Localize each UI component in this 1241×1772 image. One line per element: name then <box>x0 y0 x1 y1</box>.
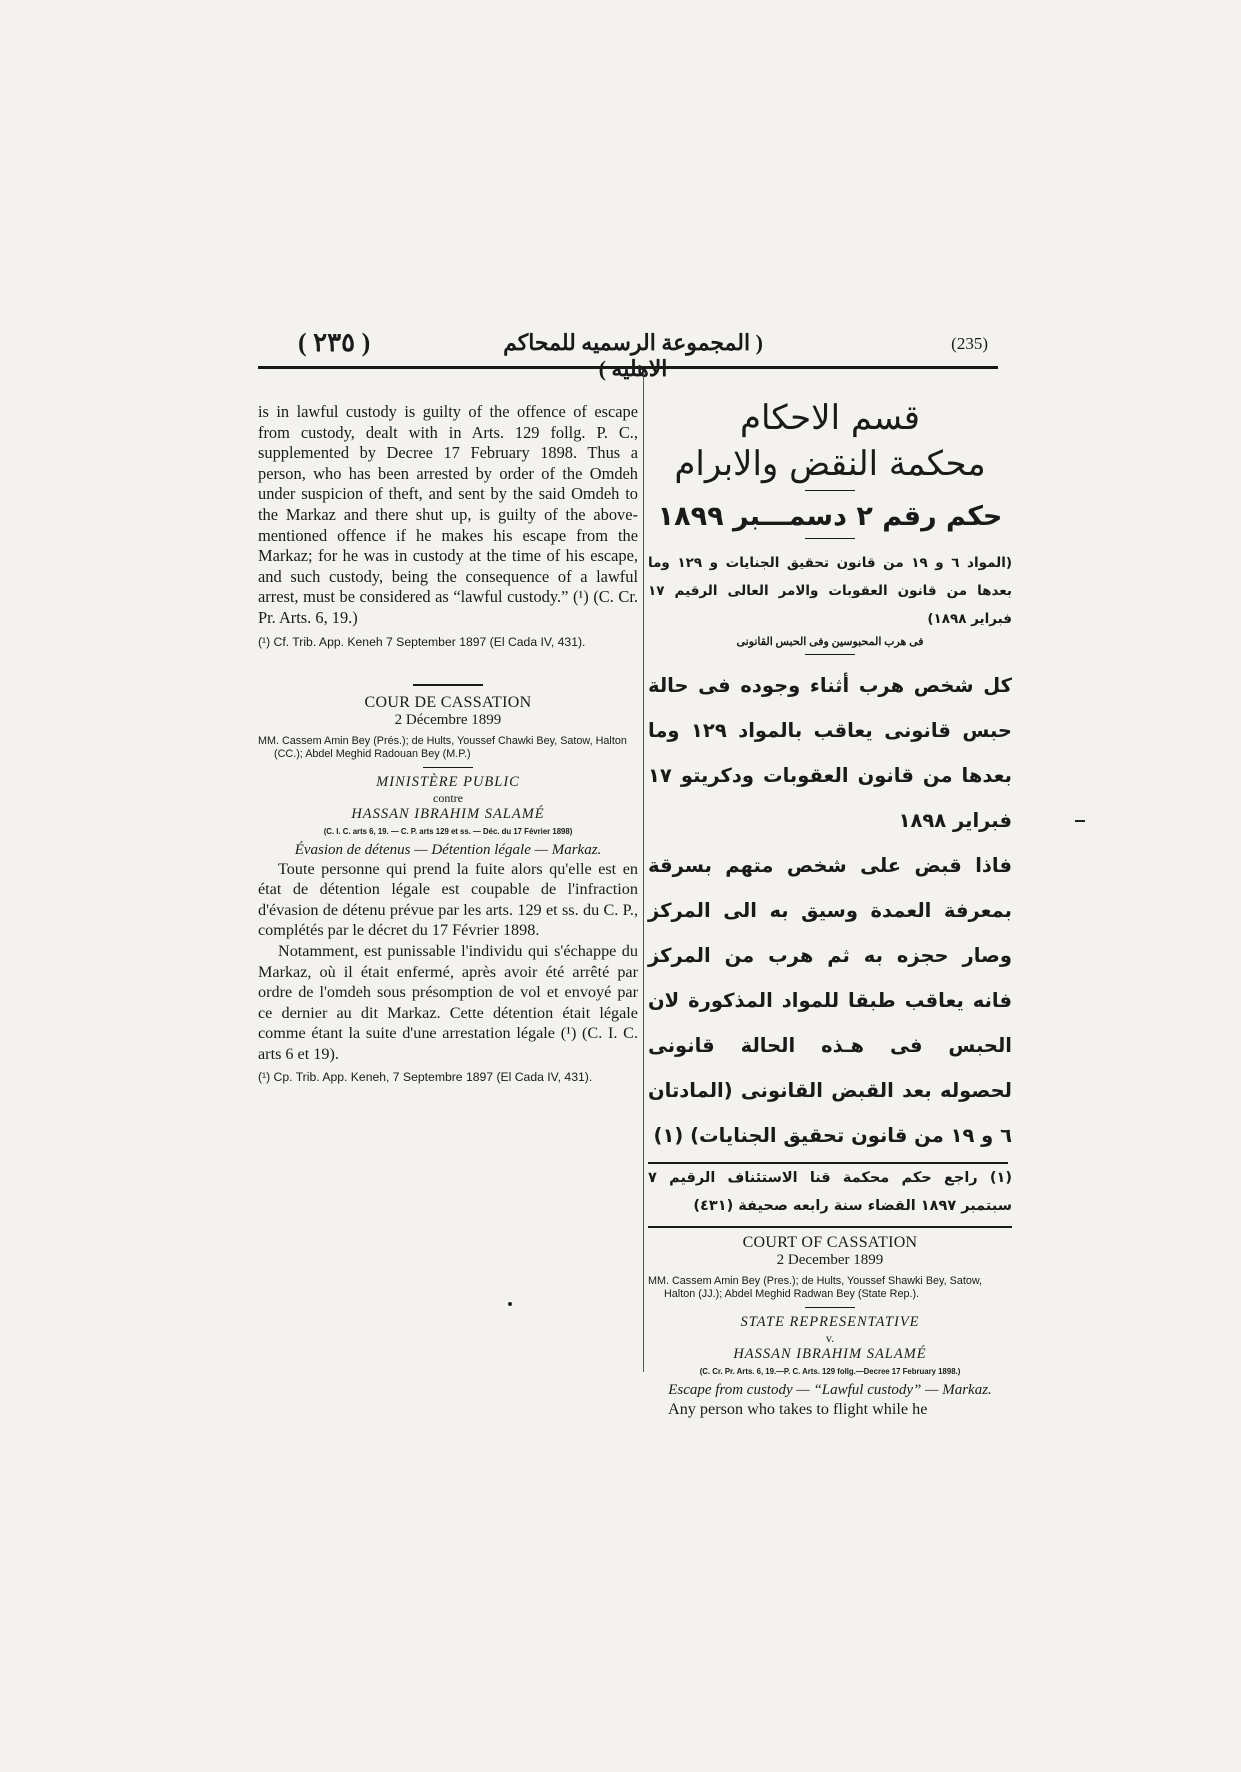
french-paragraph-1: Toute personne qui prend la fuite alors qu'elle est en état de détention légale est coupable de l'infraction d'évasion de détenu prévue par les arts. 129 et ss. du C. P., complétés par le décret du 17 Février 1898. <box>258 859 638 940</box>
page-number: (235) <box>951 334 988 353</box>
margin-mark <box>1075 820 1085 822</box>
english-versus: v. <box>825 1331 835 1345</box>
arabic-paragraph-2: فاذا قبض على شخص متهم بسرقة بمعرفة العمدة وسيق به الى المركز وصار حجزه به ثم هرب من المركز فانه يعاقب طبقا للمواد المذكورة لان الحبس فى هـذه الحالة قانونى لحصوله بعد القبض القانونى (المادتان ٦ و ١٩ من قانون تحقيق الجنايات) (١) <box>648 854 1012 1147</box>
arabic-title-rule <box>805 490 855 491</box>
arabic-subject: فى هرب المحبوسين وفى الحبس القانونى <box>736 636 924 648</box>
arabic-footnote: (١) راجع حكم محكمة قنا الاستئناف الرقيم ٧ سبتمبر ١٨٩٧ القضاء سنة رابعه صحيفة (٤٣١) <box>648 1170 1012 1214</box>
english-judges-rule <box>805 1307 855 1308</box>
page-number-arabic: ( ٢٣٥ ) <box>298 328 371 357</box>
english-text-continued: is in lawful custody is guilty of the offence of escape from custody, dealt with in Arts. 129 follg. P. C., supplemented by Decree 17 February 1898. Thus a person, who has been arrested by order of the Omdeh under suspicion of theft, and sent by the said Omdeh to the Markaz and there shut up, is guilty of the above-mentioned offence if he makes his escape from the Markaz; for he was in custody at the time of his escape, and such custody, being the consequence of a lawful arrest, must be considered as “lawful custody.” (¹) (C. Cr. Pr. Arts. 6, 19.) <box>258 402 638 627</box>
french-headnote: Évasion de détenus — Détention légale — Markaz. <box>294 841 602 858</box>
header-rule <box>258 366 998 369</box>
french-court-date: 2 Décembre 1899 <box>394 711 502 728</box>
ink-dot <box>508 1302 512 1306</box>
judges-rule <box>423 767 473 768</box>
french-judges: MM. Cassem Amin Bey (Prés.); de Hults, Youssef Chawki Bey, Satow, Halton (CC.); Abdel Meghid Radouan Bey (M.P.) <box>258 734 627 760</box>
column-divider <box>643 372 644 1372</box>
journal-title-arabic: ( المجموعة الرسميه للمحاكم <box>503 330 763 355</box>
french-footnote: (¹) Cp. Trib. App. Keneh, 7 Septembre 1897 (El Cada IV, 431). <box>258 1070 593 1085</box>
english-judges: MM. Cassem Amin Bey (Pres.); de Hults, Youssef Shawki Bey, Satow, Halton (JJ.); Abdel Meghid Radwan Bey (State Rep.). <box>648 1275 983 1300</box>
french-contre: contre <box>433 790 463 805</box>
arabic-paragraph-1: كل شخص هرب أثناء وجوده فى حالة حبس قانونى يعاقب بالمواد ١٢٩ وما بعدها من قانون العقوبات ودكريتو ١٧ فبراير ١٨٩٨ <box>648 674 1012 832</box>
french-party-2: HASSAN IBRAHIM SALAMÉ <box>351 805 545 822</box>
english-court-date: 2 December 1899 <box>776 1252 884 1268</box>
arabic-section-end-rule <box>648 1226 1012 1228</box>
right-column <box>648 398 1012 1420</box>
french-paragraph-2: Notamment, est punissable l'individu qui s'échappe du Markaz, où il était enfermé, après avoir été arrêté par ordre de l'omdeh sous présomption de vol et envoyé par ce dernier au dit Markaz. Cette détention était légale comme étant la suite d'une arrestation légale (¹) (C. I. C. arts 6 et 19). <box>258 941 638 1063</box>
english-party-2: HASSAN IBRAHIM SALAMÉ <box>733 1346 927 1362</box>
english-body-start: Any person who takes to flight while he <box>668 1400 928 1418</box>
french-party-1: MINISTÈRE PUBLIC <box>376 773 520 790</box>
arabic-articles: (المواد ٦ و ١٩ من قانون تحقيق الجنايات و ١٢٩ وما بعدها من قانون العقوبات والامر العالى الرقيم ١٧ فبراير ١٨٩٨) <box>648 555 1012 627</box>
arabic-court-title: محكمة النقض والابرام <box>674 444 986 484</box>
french-court-title: COUR DE CASSATION <box>364 693 532 711</box>
arabic-ruling-rule <box>805 538 855 539</box>
section-rule <box>413 684 483 686</box>
arabic-section-title: قسم الاحكام <box>739 398 921 438</box>
english-footnote: (¹) Cf. Trib. App. Keneh 7 September 1897 (El Cada IV, 431). <box>258 634 586 649</box>
arabic-ruling-number: حكم رقم ٢ دسمـــبر ١٨٩٩ <box>657 501 1003 532</box>
english-court-title: COURT OF CASSATION <box>742 1234 918 1251</box>
english-party-1: STATE REPRESENTATIVE <box>740 1314 920 1330</box>
arabic-subject-rule <box>805 654 855 655</box>
page-header <box>258 328 998 368</box>
english-citation: (C. Cr. Pr. Arts. 6, 19.—P. C. Arts. 129 follg.—Decree 17 February 1898.) <box>699 1367 961 1376</box>
french-citation: (C. I. C. arts 6, 19. — C. P. arts 129 et ss. — Déc. du 17 Février 1898) <box>323 826 573 836</box>
english-headnote: Escape from custody — “Lawful custody” — Markaz. <box>668 1382 992 1398</box>
left-column <box>258 402 638 1085</box>
